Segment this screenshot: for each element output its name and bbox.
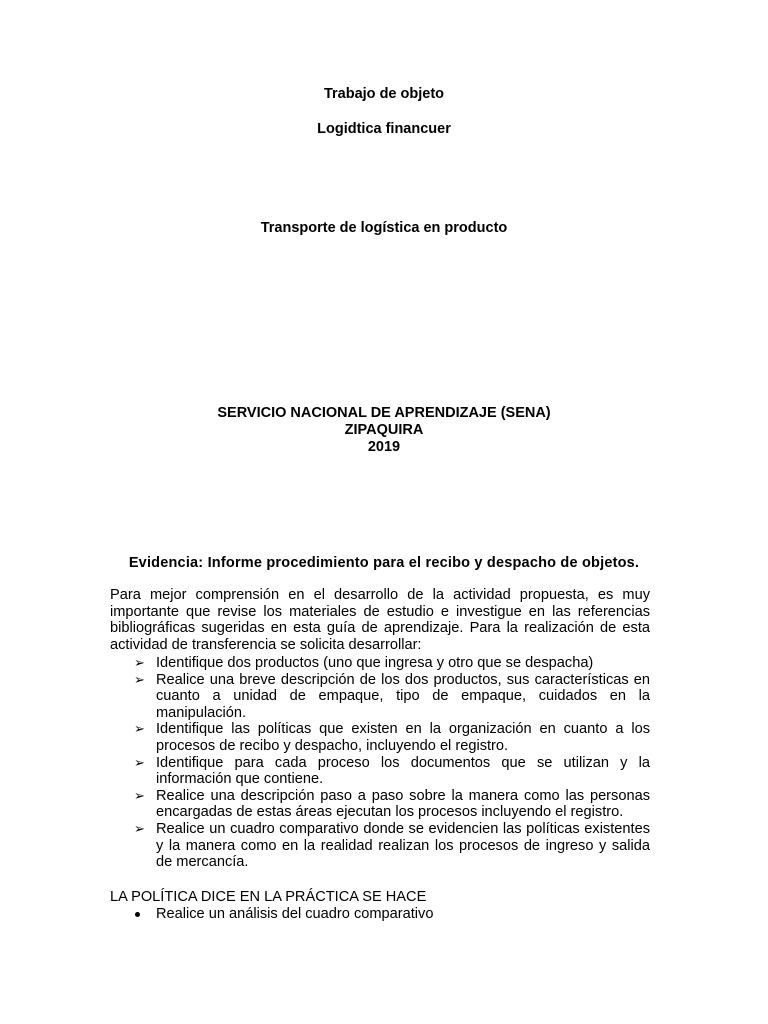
arrowhead-bullet-icon: ➢ (134, 820, 145, 836)
arrowhead-bullet-icon: ➢ (134, 787, 145, 803)
task-list (110, 655, 650, 871)
task-text: Realice una descripción paso a paso sobre la manera como las personas encargadas de estas áreas ejecutan los procesos incluyendo el registro. (156, 787, 650, 821)
intro-paragraph: Para mejor comprensión en el desarrollo de la actividad propuesta, es muy importante que revise los materiales de estudio e investigue en las referencias bibliográficas sugeridas en esta guía de aprendizaje. Para la realización de esta actividad de transferencia se solicita desarrollar: (110, 587, 650, 653)
institution-city: ZIPAQUIRA (344, 422, 424, 438)
task-item (110, 755, 650, 788)
evidence-heading: Evidencia: Informe procedimiento para el recibo y despacho de objetos. (128, 555, 640, 571)
institution-name: SERVICIO NACIONAL DE APRENDIZAJE (SENA) (217, 405, 551, 421)
sub-task-item (110, 906, 650, 923)
task-text: Identifique para cada proceso los documentos que se utilizan y la información que contiene. (156, 754, 650, 788)
task-text: Realice una breve descripción de los dos productos, sus características en cuanto a unidad de empaque, tipo de empaque, cuidados en la manipulación. (156, 671, 650, 721)
task-item (110, 672, 650, 722)
task-item (110, 721, 650, 754)
arrowhead-bullet-icon: ➢ (134, 671, 145, 687)
task-text: Realice un cuadro comparativo donde se evidencien las políticas existentes y la manera como en la realidad realizan los procesos de ingreso y salida de mercancía. (156, 820, 650, 871)
policy-line: LA POLÍTICA DICE EN LA PRÁCTICA SE HACE (110, 889, 427, 905)
task-item (110, 821, 650, 871)
round-bullet-icon (135, 912, 140, 917)
arrowhead-bullet-icon: ➢ (134, 655, 145, 670)
task-text: Identifique dos productos (uno que ingresa y otro que se despacha) (156, 655, 594, 671)
arrowhead-bullet-icon: ➢ (134, 721, 145, 737)
task-text: Identifique las políticas que existen en la organización en cuanto a los procesos de recibo y despacho, incluyendo el registro. (156, 721, 650, 754)
sub-task-list (110, 906, 650, 923)
arrowhead-bullet-icon: ➢ (134, 754, 145, 770)
task-item (110, 788, 650, 821)
task-item (110, 655, 650, 672)
document-subtitle: Logidtica financuer (317, 121, 451, 137)
sub-task-text: Realice un análisis del cuadro comparativo (156, 906, 434, 922)
document-topic: Transporte de logística en producto (260, 220, 508, 236)
document-year: 2019 (367, 439, 401, 455)
document-title: Trabajo de objeto (323, 86, 445, 102)
